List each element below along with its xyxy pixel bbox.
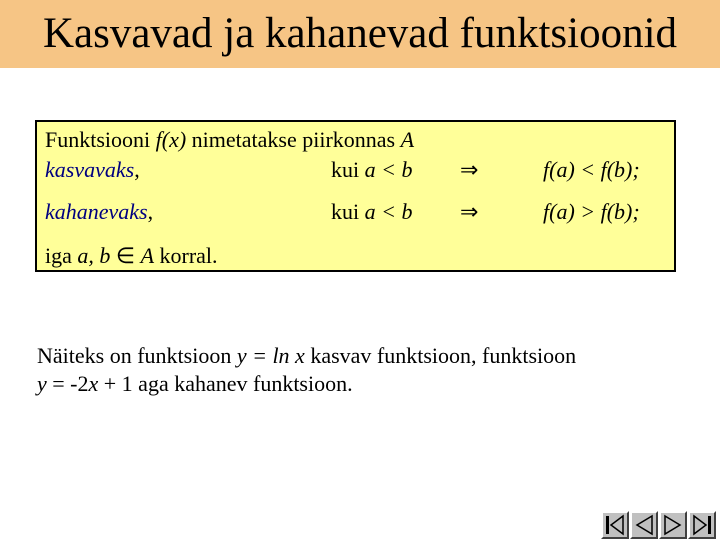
term-kasvavaks: kasvavaks <box>45 157 135 182</box>
equation-x: x <box>88 371 99 396</box>
equation-mid: = -2 <box>46 371 89 396</box>
increasing-result: f(a) < f(b); <box>543 157 640 182</box>
slide-title: Kasvavad ja kahanevad funktsioonid <box>42 10 678 57</box>
note-prefix: Näiteks on funktsioon <box>37 343 237 368</box>
definition-box <box>35 120 676 272</box>
last-slide-icon <box>691 514 713 536</box>
equation-y: y <box>37 371 47 396</box>
decreasing-condition <box>331 199 412 225</box>
fx-label: f(x) <box>155 127 187 152</box>
kui-label: kui <box>331 157 365 182</box>
last-slide-button[interactable] <box>688 511 716 539</box>
decreasing-term <box>45 199 153 225</box>
intro-prefix: Funktsiooni <box>45 127 156 152</box>
note-suffix-2: + 1 aga kahanev funktsioon. <box>98 371 353 396</box>
comma: , <box>147 199 154 224</box>
definition-footer <box>45 243 218 269</box>
intro-middle: nimetatakse piirkonnas <box>186 127 401 152</box>
decreasing-result: f(a) > f(b); <box>543 199 640 224</box>
next-slide-button[interactable] <box>659 511 687 539</box>
increasing-condition <box>331 157 412 183</box>
kui-label: kui <box>331 199 365 224</box>
note-line-1 <box>37 342 576 370</box>
previous-slide-icon <box>633 514 655 536</box>
term-kahanevaks: kahanevaks <box>45 199 148 224</box>
implies-symbol: ⇒ <box>460 199 479 224</box>
previous-slide-button[interactable] <box>630 511 658 539</box>
iga-label: iga <box>45 243 78 268</box>
implies-symbol: ⇒ <box>460 157 479 182</box>
first-slide-icon <box>604 514 626 536</box>
korral-label: korral. <box>154 243 218 268</box>
condition-a-lt-b: a < b <box>364 157 413 182</box>
variables-ab: a, b <box>77 243 111 268</box>
domain-A: A <box>400 127 415 152</box>
slide-navigation <box>601 511 717 541</box>
element-of-symbol: ∈ <box>110 243 141 268</box>
increasing-term <box>45 157 140 183</box>
note-suffix: kasvav funktsioon, funktsioon <box>304 343 577 368</box>
note-line-2 <box>37 370 576 398</box>
definition-intro <box>45 127 414 153</box>
first-slide-button[interactable] <box>601 511 629 539</box>
domain-A: A <box>140 243 155 268</box>
comma: , <box>134 157 140 182</box>
next-slide-icon <box>662 514 684 536</box>
equation-ln: y = ln x <box>236 343 305 368</box>
condition-a-lt-b: a < b <box>364 199 413 224</box>
example-note <box>37 342 576 398</box>
